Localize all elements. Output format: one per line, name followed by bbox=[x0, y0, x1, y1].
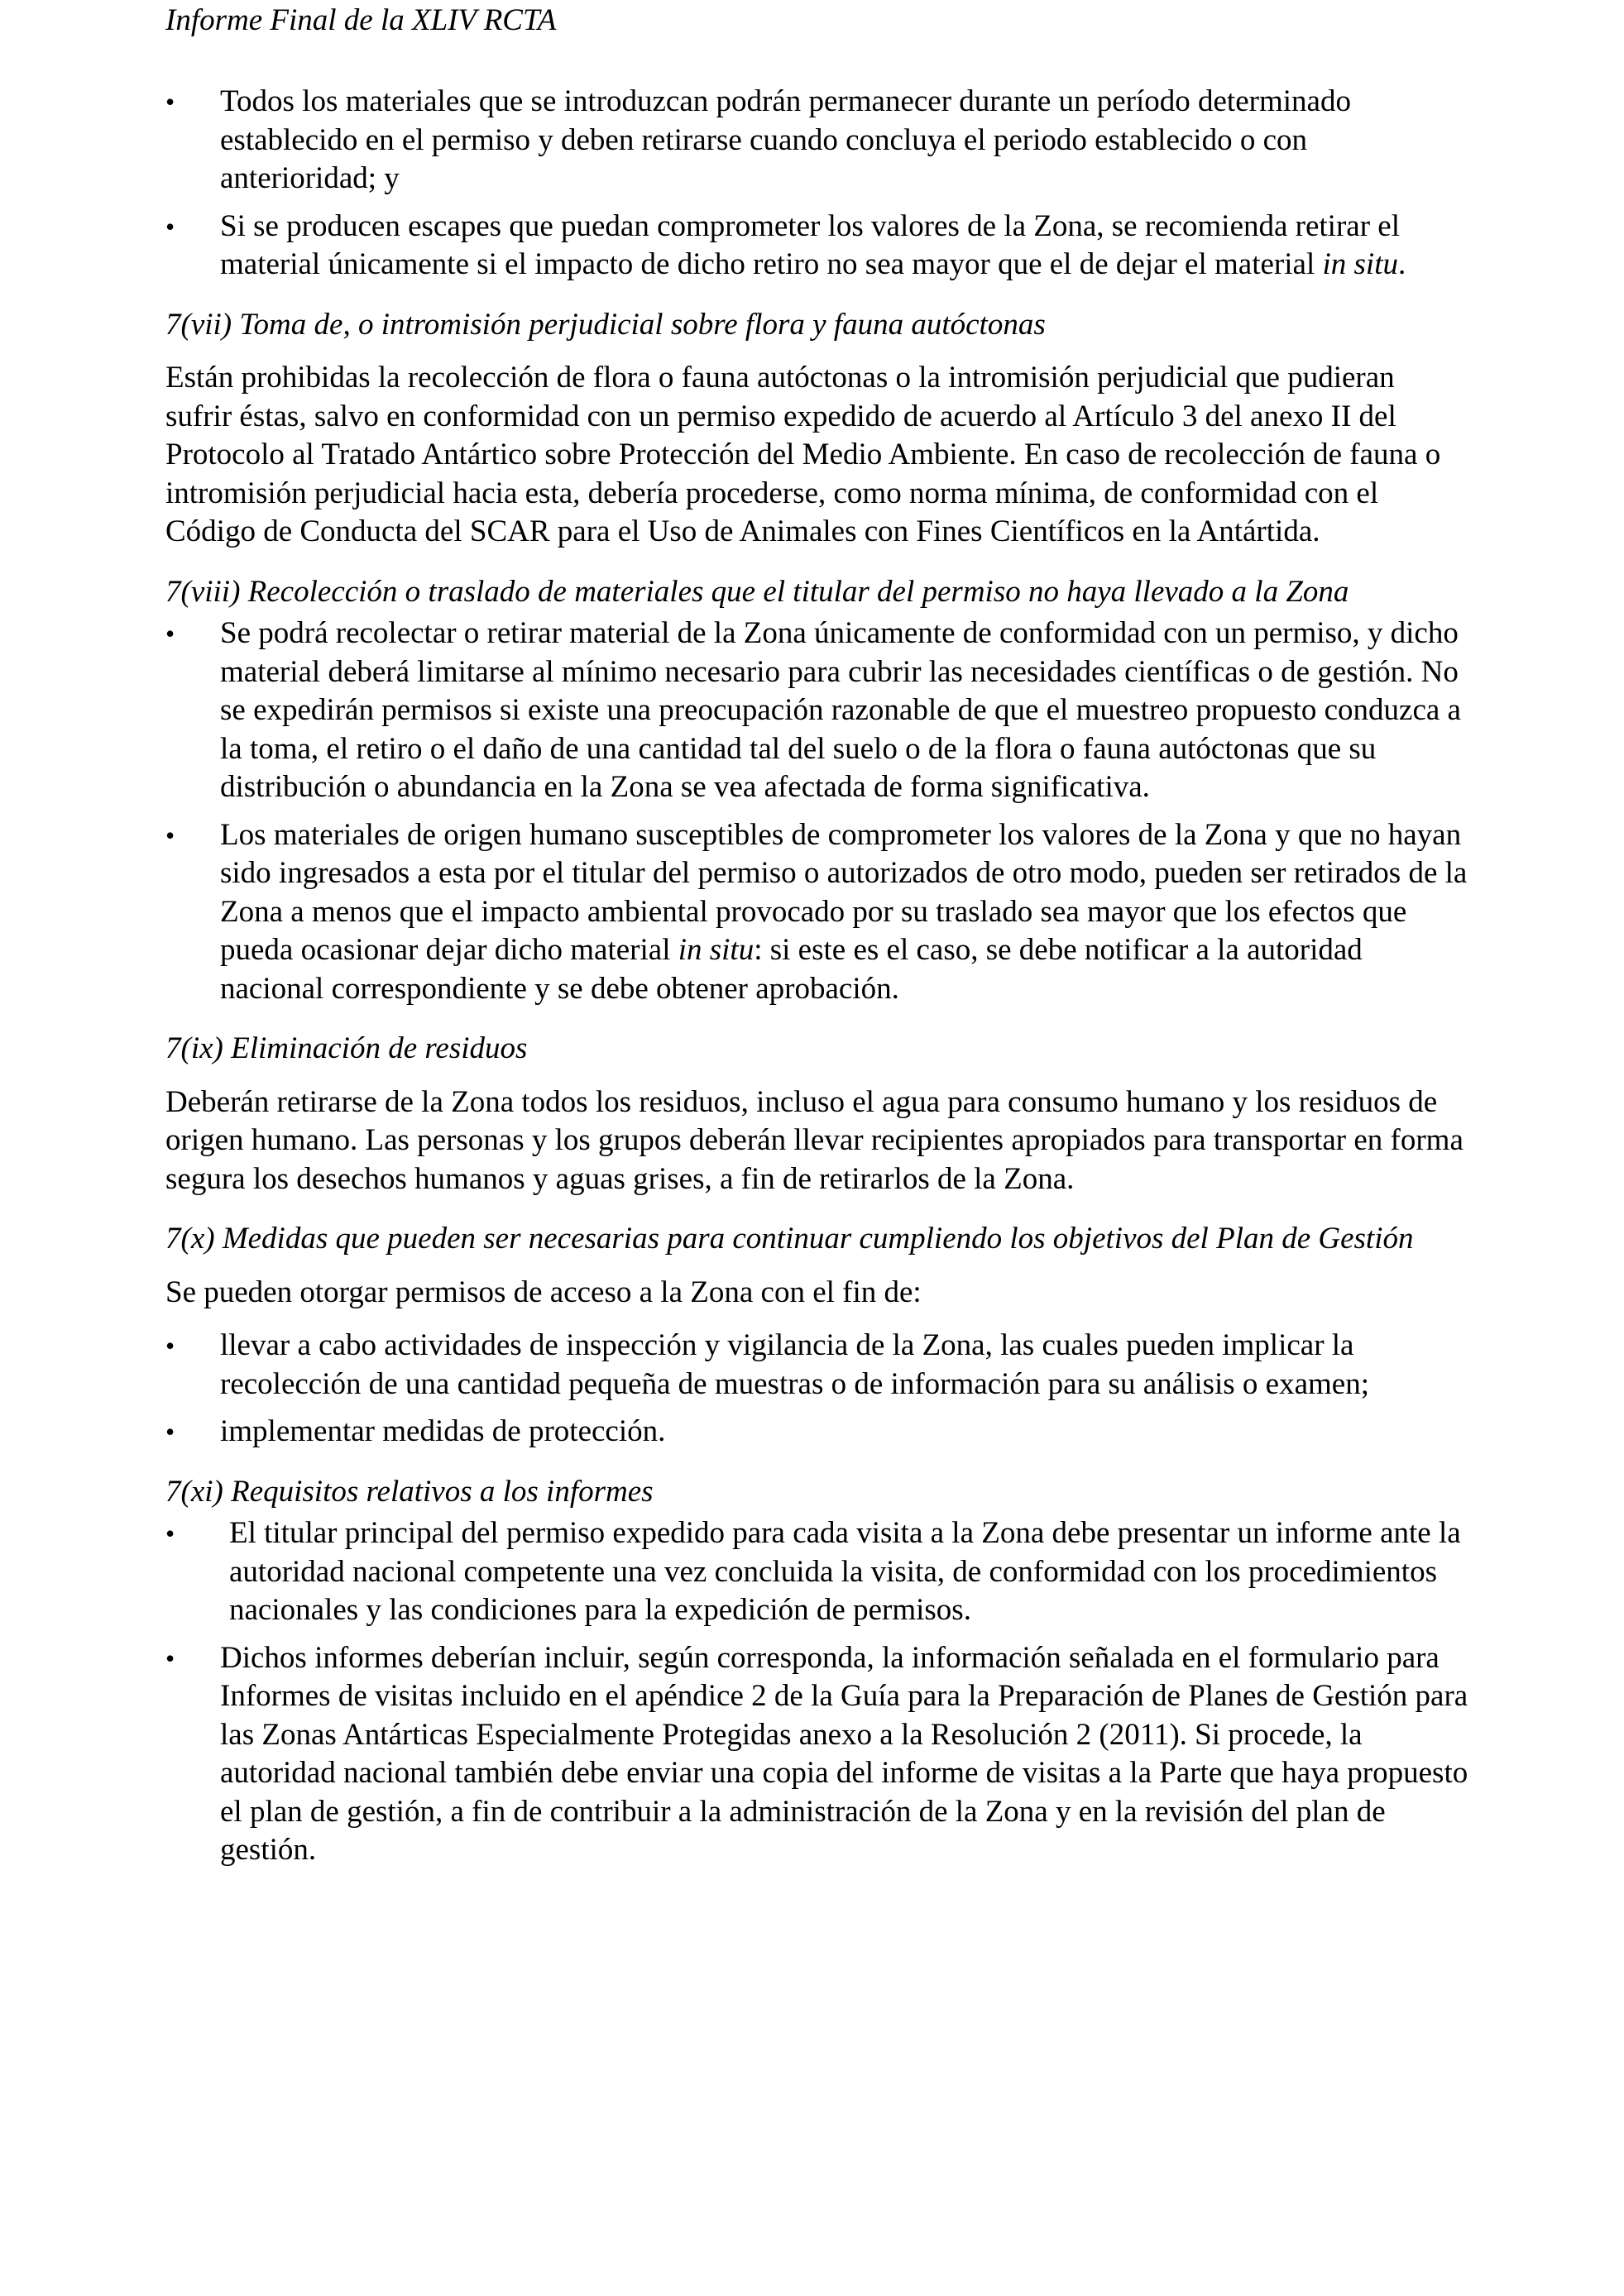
bullet-icon: • bbox=[165, 1417, 175, 1447]
section-paragraph: Se pueden otorgar permisos de acceso a la Zona con el fin de: bbox=[165, 1275, 922, 1309]
section-heading: 7(vii) Toma de, o intromisión perjudicial sobre flora y fauna autóctonas bbox=[165, 307, 1046, 342]
section-heading: 7(ix) Eliminación de residuos bbox=[165, 1031, 528, 1065]
section-bullet-list bbox=[165, 1327, 1468, 1452]
bullet-icon: • bbox=[165, 619, 175, 648]
bullet-icon: • bbox=[165, 820, 175, 850]
section-heading: 7(viii) Recolección o traslado de materiales que el titular del permiso no haya llevado a la Zona bbox=[165, 574, 1349, 609]
bullet-icon: • bbox=[165, 87, 175, 117]
section-bullet-list bbox=[165, 615, 1468, 1008]
section-paragraph: Están prohibidas la recolección de flora o fauna autóctonas o la intromisión perjudicial que pudieran sufrir éstas, salvo en conformidad con un permiso expedido de acuerdo al Artículo 3 del anexo II del Protocolo al Tratado Antártico sobre Protección del Medio Ambiente. En caso de recolección de fauna o intromisión perjudicial hacia esta, debería procederse, como norma mínima, de conformidad con el Código de Conducta del SCAR para el Uso de Animales con Fines Científicos en la Antártida. bbox=[165, 361, 1441, 548]
list-item-text: implementar medidas de protección. bbox=[220, 1414, 666, 1448]
bullet-icon: • bbox=[165, 1643, 175, 1673]
bullet-icon: • bbox=[165, 211, 175, 242]
section-paragraph: Deberán retirarse de la Zona todos los residuos, incluso el agua para consumo humano y los residuos de origen humano. Las personas y los grupos deberán llevar recipientes apropiados para transportar en forma segura los desechos humanos y aguas grises, a fin de retirarlos de la Zona. bbox=[165, 1084, 1464, 1196]
bullet-icon: • bbox=[165, 1519, 175, 1548]
list-item-text: Los materiales de origen humano susceptibles de comprometer los valores de la Zona y que no hayan sido ingresados a esta por el titular del permiso o autorizados de otro modo, pueden ser retirados de la Zona a menos que el impacto ambiental provocado por su traslado sea mayor que los efectos que pueda ocasionar dejar dicho material bbox=[220, 817, 1468, 967]
list-item bbox=[165, 1413, 1468, 1452]
list-item-text: Se podrá recolectar o retirar material de la Zona únicamente de conformidad con un permiso, y dicho material deberá limitarse al mínimo necesario para cubrir las necesidades científicas o de gestión. No se expedirán permisos si existe una preocupación razonable de que el muestreo propuesto conduzca a la toma, el retiro o el daño de una cantidad tal del suelo o de la flora o fauna autóctonas que su distribución o abundancia en la Zona se vea afectada de forma significativa. bbox=[220, 616, 1461, 804]
italic-term: in situ bbox=[678, 933, 755, 967]
list-item-text-end: : si este es el caso, se debe notificar a la autoridad nacional correspondiente y se debe obtener aprobación. bbox=[220, 933, 1363, 1006]
list-item bbox=[165, 208, 1468, 285]
list-item-text: El titular principal del permiso expedido para cada visita a la Zona debe presentar un informe ante la autoridad nacional competente una vez concluida la visita, de conformidad con los procedimientos nacionales y las condiciones para la expedición de permisos. bbox=[229, 1516, 1461, 1627]
bullet-icon: • bbox=[165, 1331, 175, 1361]
list-item bbox=[165, 83, 1468, 199]
list-item-text-end: . bbox=[1397, 247, 1406, 281]
section-heading: 7(xi) Requisitos relativos a los informes bbox=[165, 1474, 654, 1509]
running-header: Informe Final de la XLIV RCTA bbox=[165, 3, 557, 37]
italic-term: in situ bbox=[1322, 247, 1398, 281]
list-item bbox=[165, 1327, 1468, 1404]
list-item-text: Dichos informes deberían incluir, según corresponda, la información señalada en el formulario para Informes de visitas incluido en el apéndice 2 de la Guía para la Preparación de Planes de Gestión para las Zonas Antárticas Especialmente Protegidas anexo a la Resolución 2 (2011). Si procede, la autoridad nacional también debe enviar una copia del informe de visitas a la Parte que haya propuesto el plan de gestión, a fin de contribuir a la administración de la Zona y en la revisión del plan de gestión. bbox=[220, 1640, 1468, 1867]
section-heading: 7(x) Medidas que pueden ser necesarias para continuar cumpliendo los objetivos del Plan de Gestión bbox=[165, 1222, 1414, 1256]
list-item bbox=[165, 1514, 1468, 1630]
list-item bbox=[165, 1639, 1468, 1870]
intro-bullet-list bbox=[165, 83, 1468, 285]
page-content bbox=[165, 83, 1468, 1870]
list-item bbox=[165, 615, 1468, 807]
list-item-text: Si se producen escapes que puedan comprometer los valores de la Zona, se recomienda retirar el material únicamente si el impacto de dicho retiro no sea mayor que el de dejar el material bbox=[220, 208, 1400, 281]
list-item bbox=[165, 816, 1468, 1009]
section-bullet-list bbox=[165, 1514, 1468, 1870]
list-item-text: llevar a cabo actividades de inspección y vigilancia de la Zona, las cuales pueden implicar la recolección de una cantidad pequeña de muestras o de información para su análisis o examen; bbox=[220, 1328, 1369, 1401]
list-item-text: Todos los materiales que se introduzcan podrán permanecer durante un período determinado establecido en el permiso y deben retirarse cuando concluya el periodo establecido o con anterioridad; y bbox=[220, 84, 1351, 195]
